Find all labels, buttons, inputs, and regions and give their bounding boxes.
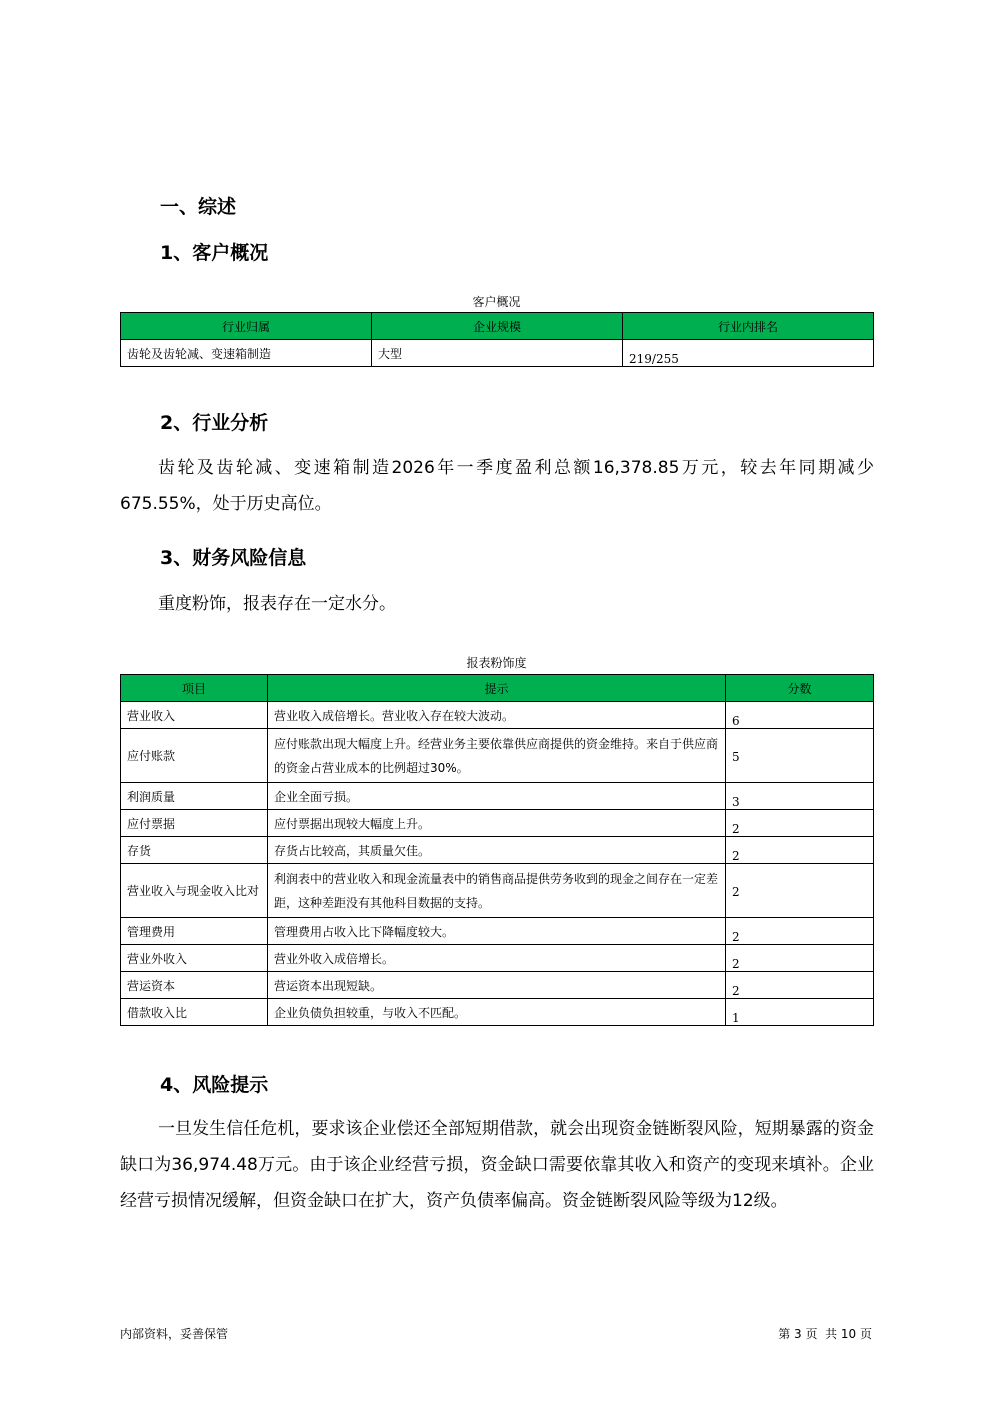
- score-cell: 2: [726, 945, 874, 972]
- item-cell: 营业外收入: [121, 945, 268, 972]
- hint-cell: 企业负债负担较重，与收入不匹配。: [268, 999, 726, 1026]
- customer-overview-table: [120, 312, 874, 367]
- item-cell: 应付票据: [121, 810, 268, 837]
- ranking-cell: 219/255: [623, 340, 874, 367]
- column-header: 行业内排名: [623, 313, 874, 340]
- hint-cell: 应付账款出现大幅度上升。经营业务主要依靠供应商提供的资金维持。来自于供应商的资金占营业成本的比例超过30%。: [268, 729, 726, 783]
- score-cell: 2: [726, 918, 874, 945]
- item-cell: 营业收入: [121, 702, 268, 729]
- table-caption-customer-overview: 客户概况: [472, 295, 521, 309]
- column-header: 提示: [268, 675, 726, 702]
- score-cell: 3: [726, 783, 874, 810]
- score-cell: 2: [726, 864, 874, 918]
- score-cell: 2: [726, 972, 874, 999]
- table-row: [121, 702, 874, 729]
- score-cell: 1: [726, 999, 874, 1026]
- item-cell: 应付账款: [121, 729, 268, 783]
- table-row: [121, 783, 874, 810]
- section-title-financial-risk: 3、财务风险信息: [160, 547, 307, 569]
- score-cell: 5: [726, 729, 874, 783]
- risk-warning-text: 一旦发生信任危机，要求该企业偿还全部短期借款，就会出现资金链断裂风险，短期暴露的资金缺口为36,974.48万元。由于该企业经营亏损，资金缺口需要依靠其收入和资产的变现来填补。企业经营亏损情况缓解，但资金缺口在扩大，资产负债率偏高。资金链断裂风险等级为12级。: [120, 1119, 874, 1211]
- table-row: [121, 864, 874, 918]
- section-title-industry-analysis: 2、行业分析: [160, 412, 269, 434]
- hint-cell: 企业全面亏损。: [268, 783, 726, 810]
- table-row: [121, 810, 874, 837]
- table-row: [121, 837, 874, 864]
- section-title-customer-overview: 1、客户概况: [160, 242, 269, 264]
- item-cell: 借款收入比: [121, 999, 268, 1026]
- whitewash-table: [120, 674, 874, 1026]
- footer-page-number: 第 3 页 共 10 页: [778, 1327, 872, 1341]
- column-header: 行业归属: [121, 313, 372, 340]
- table-row: [121, 945, 874, 972]
- column-header: 分数: [726, 675, 874, 702]
- item-cell: 利润质量: [121, 783, 268, 810]
- industry-analysis-text: 齿轮及齿轮减、变速箱制造2026年一季度盈利总额16,378.85万元，较去年同期减少675.55%，处于历史高位。: [120, 458, 874, 514]
- table-row: [121, 999, 874, 1026]
- score-cell: 2: [726, 837, 874, 864]
- hint-cell: 利润表中的营业收入和现金流量表中的销售商品提供劳务收到的现金之间存在一定差距，这种差距没有其他科目数据的支持。: [268, 864, 726, 918]
- main-heading: 一、综述: [160, 196, 237, 218]
- item-cell: 存货: [121, 837, 268, 864]
- financial-risk-text: 重度粉饰，报表存在一定水分。: [158, 594, 396, 614]
- score-cell: 6: [726, 702, 874, 729]
- hint-cell: 存货占比较高，其质量欠佳。: [268, 837, 726, 864]
- hint-cell: 管理费用占收入比下降幅度较大。: [268, 918, 726, 945]
- hint-cell: 营业收入成倍增长。营业收入存在较大波动。: [268, 702, 726, 729]
- table-row: [121, 918, 874, 945]
- scale-cell: 大型: [372, 340, 623, 367]
- hint-cell: 营运资本出现短缺。: [268, 972, 726, 999]
- hint-cell: 应付票据出现较大幅度上升。: [268, 810, 726, 837]
- hint-cell: 营业外收入成倍增长。: [268, 945, 726, 972]
- column-header: 项目: [121, 675, 268, 702]
- industry-cell: 齿轮及齿轮减、变速箱制造: [121, 340, 372, 367]
- table-caption-whitewash: 报表粉饰度: [466, 656, 527, 670]
- section-title-risk-warning: 4、风险提示: [160, 1074, 269, 1096]
- table-row: [121, 972, 874, 999]
- item-cell: 管理费用: [121, 918, 268, 945]
- score-cell: 2: [726, 810, 874, 837]
- table-row: [121, 729, 874, 783]
- column-header: 企业规模: [372, 313, 623, 340]
- footer-confidential: 内部资料，妥善保管: [120, 1327, 229, 1341]
- item-cell: 营运资本: [121, 972, 268, 999]
- item-cell: 营业收入与现金收入比对: [121, 864, 268, 918]
